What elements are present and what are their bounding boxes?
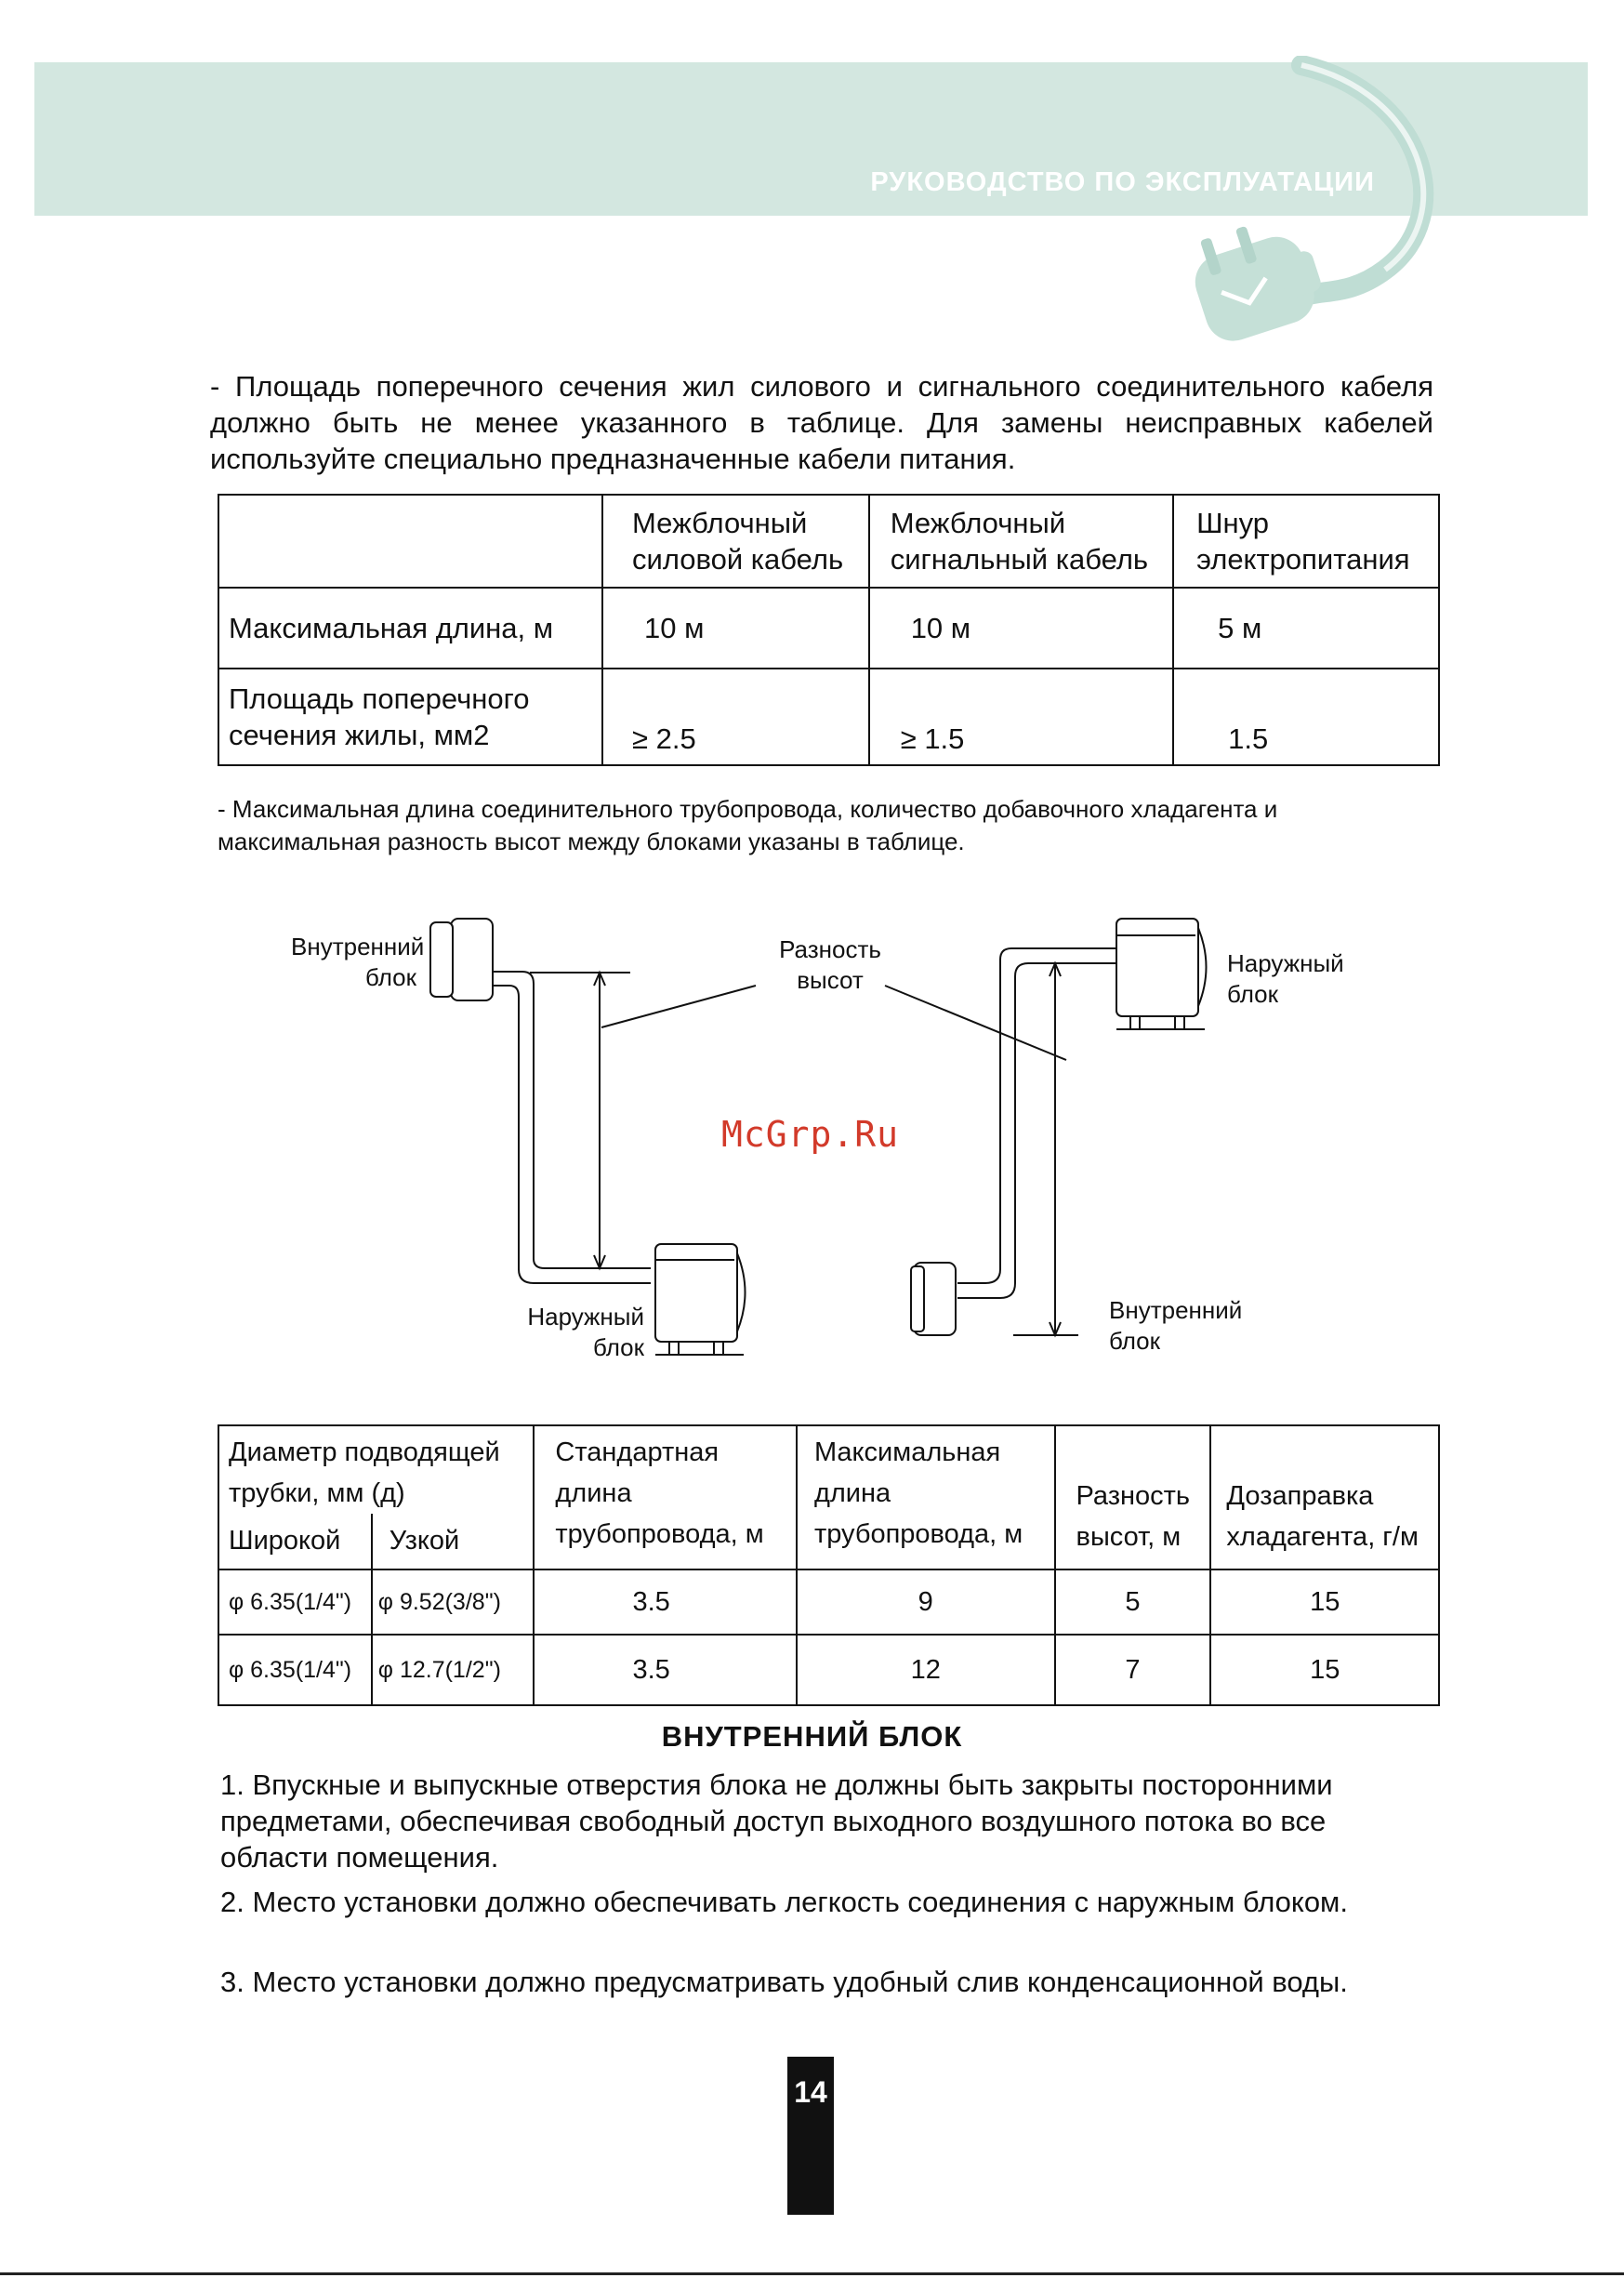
table-cell: 9 [797, 1569, 1055, 1635]
std-length-header: Стандартная длина трубопровода, м [534, 1425, 797, 1569]
table-corner [218, 495, 602, 588]
table-cell: 3.5 [534, 1569, 797, 1635]
table-row [218, 1635, 1439, 1705]
wide-header: Широкой [218, 1514, 372, 1569]
table-header-cell: Межблочный сигнальный кабель [869, 495, 1173, 588]
header-title: РУКОВОДСТВО ПО ЭКСПЛУАТАЦИИ [870, 167, 1375, 197]
table-cell: φ 12.7(1/2") [372, 1635, 535, 1705]
table-cell: 5 м [1173, 588, 1439, 669]
bottom-rule [0, 2272, 1624, 2275]
table-cell: ≥ 2.5 [602, 669, 869, 765]
label-outdoor-unit-left: Наружный блок [527, 1303, 644, 1361]
table-cell: 3.5 [534, 1635, 797, 1705]
table-cell: 1.5 [1173, 669, 1439, 765]
table-cell: 10 м [869, 588, 1173, 669]
pipe-note: - Максимальная длина соединительного трубопровода, количество добавочного хладагента и максимальная разность высот между блоками указаны в таблице. [218, 795, 1278, 855]
section-title: ВНУТРЕННИЙ БЛОК [661, 1720, 963, 1753]
table-cell: φ 9.52(3/8") [372, 1569, 535, 1635]
refill-header: Дозаправка хладагента, г/м [1210, 1425, 1439, 1569]
list-item: 2. Место установки должно обеспечивать легкость соединения с наружным блоком. [220, 1886, 1348, 1918]
watermark: McGrp.Ru [721, 1114, 900, 1155]
power-plug-icon [1181, 56, 1459, 363]
max-length-header: Максимальная длина трубопровода, м [797, 1425, 1055, 1569]
table-cell: 5 [1055, 1569, 1211, 1635]
list-item: 1. Впускные и выпускные отверстия блока не должны быть закрыты посторонними предметами, обеспечивая свободный доступ выходного воздушного потока во все области помещения. [220, 1768, 1333, 1874]
table-cell: φ 6.35(1/4") [218, 1569, 372, 1635]
intro-paragraph: - Площадь поперечного сечения жил силового и сигнального соединительного кабеля должно быть не менее указанного в таблице. Для замены неисправных кабелей используйте специально предназначенные кабели питания. [210, 370, 1433, 475]
table-cell: 15 [1210, 1635, 1439, 1705]
narrow-header: Узкой [372, 1514, 535, 1569]
label-height-difference: Разность высот [779, 935, 881, 994]
list-item: 3. Место установки должно предусматривать удобный слив конденсационной воды. [220, 1966, 1348, 1998]
table-cell: 12 [797, 1635, 1055, 1705]
table-row-label: Максимальная длина, м [218, 588, 602, 669]
height-diff-header: Разность высот, м [1055, 1425, 1211, 1569]
diameter-header: Диаметр подводящей трубки, мм (д) [218, 1425, 534, 1514]
label-outdoor-unit-right: Наружный блок [1227, 949, 1344, 1008]
table-row [218, 1569, 1439, 1635]
table-cell: ≥ 1.5 [869, 669, 1173, 765]
table-header-cell: Шнур электропитания [1173, 495, 1439, 588]
table-header-cell: Межблочный силовой кабель [602, 495, 869, 588]
cable-table [218, 494, 1440, 766]
label-indoor-unit-left: Внутренний блок [291, 933, 425, 991]
page-number: 14 [787, 2057, 834, 2215]
table-row-label: Площадь поперечного сечения жилы, мм2 [218, 669, 602, 765]
table-cell: φ 6.35(1/4") [218, 1635, 372, 1705]
label-indoor-unit-right: Внутренний блок [1109, 1296, 1243, 1355]
pipe-table [218, 1424, 1440, 1706]
table-cell: 10 м [602, 588, 869, 669]
table-cell: 7 [1055, 1635, 1211, 1705]
table-cell: 15 [1210, 1569, 1439, 1635]
